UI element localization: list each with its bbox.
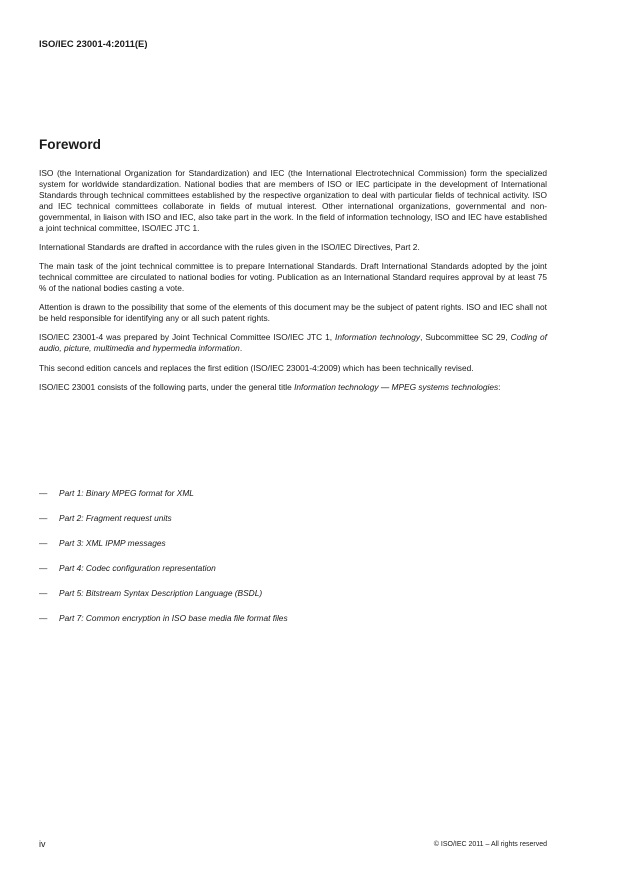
paragraph-edition: This second edition cancels and replaces the first edition (ISO/IEC 23001-4:2009) which has been technically revised.	[39, 362, 474, 373]
colon: :	[498, 381, 501, 392]
parts-intro-text: ISO/IEC 23001 consists of the following parts, under the general title	[39, 381, 295, 392]
prepared-by-text: ISO/IEC 23001-4 was prepared by Joint Technical Committee ISO/IEC JTC 1,	[39, 332, 336, 343]
list-item	[39, 563, 547, 588]
subcommittee-text: , Subcommittee SC 29,	[420, 332, 511, 343]
committee-title: Information technology	[335, 332, 421, 343]
list-dash: —	[39, 563, 48, 573]
part-label: Part 4: Codec configuration representation	[59, 563, 216, 573]
list-dash: —	[39, 588, 48, 598]
paragraph-iso-iec-intro: ISO (the International Organization for Standardization) and IEC (the International Electrotechnical Commission) form the specialized system for worldwide standardization. National bodies that are members of ISO or IEC participate in the development of International Standards through technical committees established by the respective organization to deal with particular fields of technical activity. ISO and IEC technical committees collaborate in fields of mutual interest. Other international organizations, governmental and non-governmental, in liaison with ISO and IEC, also take part in the work. In the field of information technology, ISO and IEC have established a joint technical committee, ISO/IEC JTC 1.	[39, 168, 547, 233]
subcommittee-title: Coding of audio, picture, multimedia and hypermedia information	[39, 332, 547, 354]
paragraph-patent-rights: Attention is drawn to the possibility that some of the elements of this document may be the subject of patent rights. ISO and IEC shall not be held responsible for identifying any or all such patent rights.	[39, 302, 547, 324]
copyright-notice: © ISO/IEC 2011 – All rights reserved	[433, 841, 547, 848]
list-item	[39, 588, 547, 613]
list-dash: —	[39, 488, 48, 498]
list-dash: —	[39, 513, 48, 523]
paragraph-prepared-by	[39, 332, 547, 354]
list-dash: —	[39, 613, 48, 623]
list-item	[39, 488, 547, 513]
list-item	[39, 613, 547, 638]
part-label: Part 1: Binary MPEG format for XML	[59, 488, 194, 498]
list-dash: —	[39, 538, 48, 548]
parts-list	[39, 488, 547, 638]
page-number: iv	[39, 839, 46, 849]
document-id-header: ISO/IEC 23001-4:2011(E)	[39, 38, 148, 49]
part-label: Part 5: Bitstream Syntax Description Language (BSDL)	[59, 588, 263, 598]
part-label: Part 7: Common encryption in ISO base media file format files	[59, 613, 288, 623]
part-label: Part 3: XML IPMP messages	[59, 538, 166, 548]
foreword-body	[39, 168, 547, 401]
paragraph-directives: International Standards are drafted in accordance with the rules given in the ISO/IEC Directives, Part 2.	[39, 241, 420, 252]
general-title: Information technology — MPEG systems technologies	[294, 381, 499, 392]
period: .	[239, 343, 243, 354]
paragraph-parts-intro	[39, 382, 547, 393]
part-label: Part 2: Fragment request units	[59, 513, 172, 523]
paragraph-committee-task: The main task of the joint technical committee is to prepare International Standards. Draft International Standards adopted by the joint technical committee are circulated to national bodies for voting. Publication as an International Standard requires approval by at least 75 % of the national bodies casting a vote.	[39, 261, 547, 293]
list-item	[39, 538, 547, 563]
list-item	[39, 513, 547, 538]
page-title: Foreword	[39, 137, 101, 152]
